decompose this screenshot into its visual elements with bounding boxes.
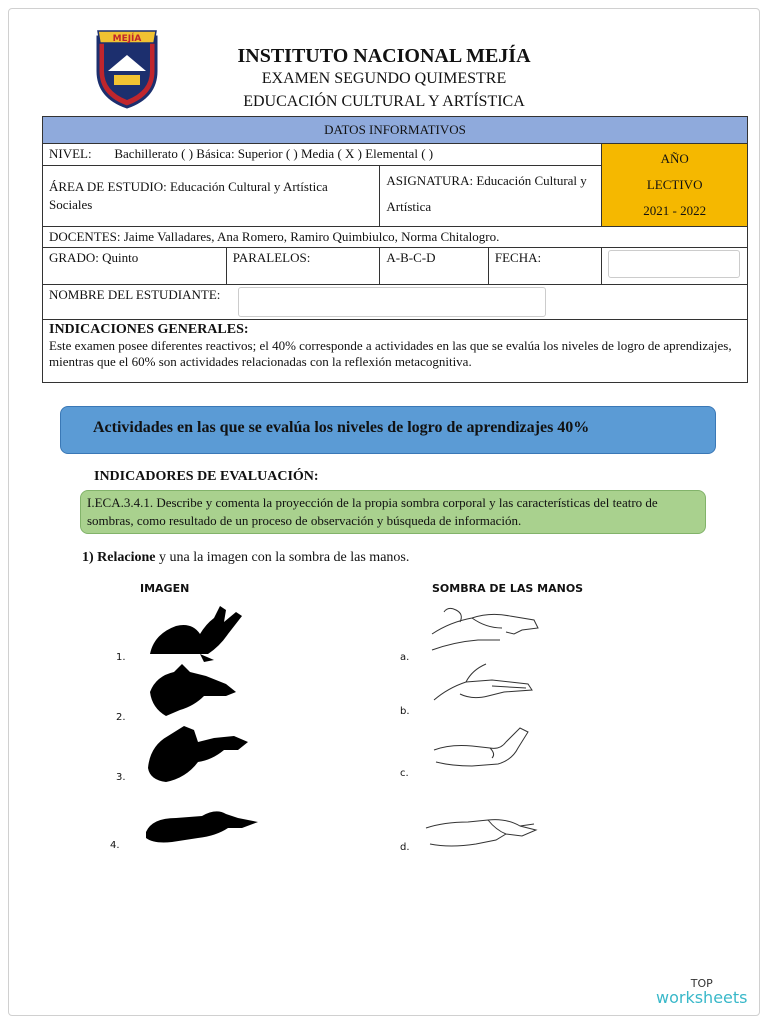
grado-cell: GRADO: Quinto: [43, 248, 227, 285]
sombra-header: SOMBRA DE LAS MANOS: [432, 582, 584, 595]
hand-drawing-d: [424, 810, 544, 854]
snail-shadow-image: [140, 604, 250, 664]
indicators-title: INDICADORES DE EVALUACIÓN:: [94, 469, 319, 484]
year-value: 2021 - 2022: [643, 203, 707, 218]
logo-text: MEJÍA: [112, 34, 142, 44]
fecha-field-cell: [602, 248, 748, 285]
nivel-label: NIVEL:: [49, 146, 92, 161]
shadow-label-d: d.: [400, 842, 410, 853]
exam-title: EXAMEN SEGUNDO QUIMESTRE: [261, 70, 507, 87]
school-year-cell: [602, 144, 748, 227]
indicaciones-cell: [43, 320, 748, 383]
nivel-options: Bachillerato ( ) Básica: Superior ( ) Media ( X ) Elemental ( ): [114, 146, 434, 161]
image-label-4: 4.: [110, 840, 120, 851]
paralelos-label: PARALELOS:: [226, 248, 380, 285]
student-name-input[interactable]: [238, 287, 546, 317]
nombre-label: NOMBRE DEL ESTUDIANTE:: [49, 287, 221, 302]
nombre-row: [43, 285, 748, 320]
question-1-verb: 1) Relacione: [82, 550, 156, 565]
topworksheets-brand[interactable]: [656, 978, 748, 1007]
hand-drawing-a: [430, 604, 542, 660]
dog-shadow-image: [146, 662, 238, 718]
subject-title: EDUCACIÓN CULTURAL Y ARTÍSTICA: [243, 93, 525, 110]
indicator-box: I.ECA.3.4.1. Describe y comenta la proyección de la propia sombra corporal y las características del teatro de sombras, como resultado de un proceso de observación y búsqueda de información.: [80, 490, 706, 534]
fecha-label: FECHA:: [488, 248, 601, 285]
activities-banner-text: Actividades en las que se evalúa los niveles de logro de aprendizajes 40%: [93, 419, 590, 436]
activities-banner: [60, 406, 716, 454]
hand-drawing-b: [432, 660, 536, 706]
info-band: DATOS INFORMATIVOS: [43, 117, 748, 144]
institution-title: INSTITUTO NACIONAL MEJÍA: [237, 45, 531, 67]
area-cell: ÁREA DE ESTUDIO: Educación Cultural y Artística Sociales: [43, 166, 380, 227]
shadow-label-c: c.: [400, 768, 409, 779]
asignatura-cell: ASIGNATURA: Educación Cultural y Artística: [380, 166, 602, 227]
brand-top-text: TOP: [690, 977, 713, 990]
duck-shadow-image: [142, 720, 250, 784]
image-label-1: 1.: [116, 652, 126, 663]
question-1: [82, 550, 409, 566]
indicaciones-text: Este examen posee diferentes reactivos; el 40% corresponde a actividades en las que se evalúa los niveles de logro de aprendizajes, mientras que el 60% son actividades relacionadas con la reflexión metacognitiva.: [49, 338, 732, 369]
info-table: [42, 116, 748, 383]
image-label-3: 3.: [116, 772, 126, 783]
year-label-b: LECTIVO: [646, 177, 703, 192]
brand-bottom-text: worksheets: [656, 988, 748, 1007]
year-label-a: AÑO: [660, 151, 689, 166]
shadow-label-a: a.: [400, 652, 410, 663]
question-1-text: y una la imagen con la sombra de las manos.: [155, 550, 410, 565]
fecha-input[interactable]: [608, 250, 740, 278]
bird-shadow-image: [142, 808, 260, 852]
image-label-2: 2.: [116, 712, 126, 723]
indicaciones-title: INDICACIONES GENERALES:: [49, 322, 249, 337]
paralelos-value: A-B-C-D: [380, 248, 488, 285]
nivel-row: [43, 144, 602, 166]
hand-drawing-c: [432, 724, 536, 774]
imagen-header: IMAGEN: [140, 582, 190, 595]
docentes-cell: DOCENTES: Jaime Valladares, Ana Romero, Ramiro Quimbiulco, Norma Chitalogro.: [43, 227, 748, 248]
shadow-label-b: b.: [400, 706, 410, 717]
